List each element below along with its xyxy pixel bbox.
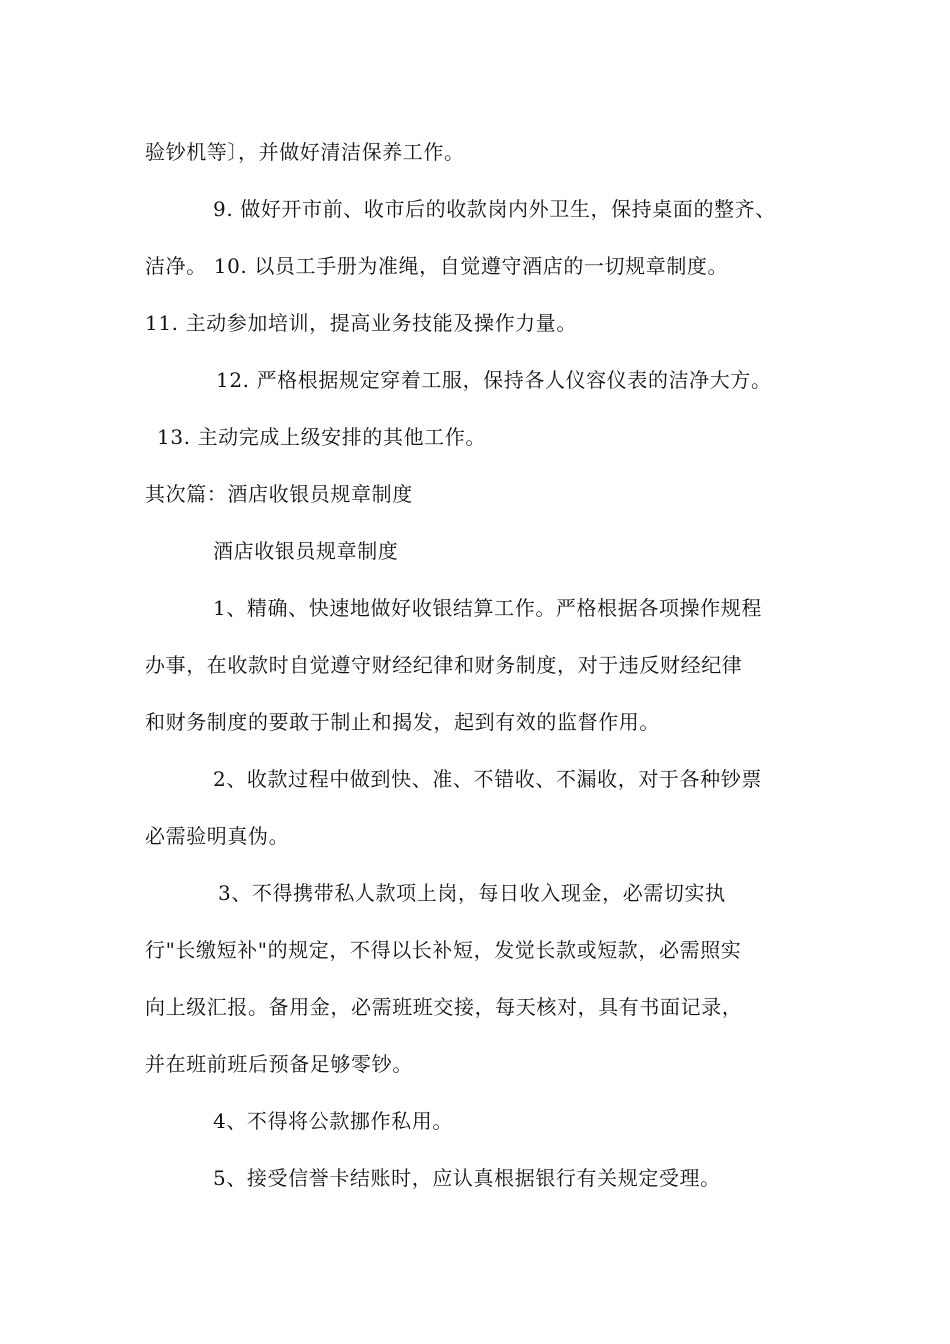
- text-line: 2、收款过程中做到快、准、不错收、不漏收，对于各种钞票: [213, 767, 762, 791]
- text-line: 13. 主动完成上级安排的其他工作。: [157, 425, 486, 449]
- text-line: 向上级汇报。备用金，必需班班交接，每天核对，具有书面记录，: [145, 995, 743, 1019]
- text-line: 并在班前班后预备足够零钞。: [145, 1052, 413, 1076]
- text-line: 12. 严格根据规定穿着工服，保持各人仪容仪表的洁净大方。: [216, 368, 772, 392]
- text-line: 洁净。 10. 以员工手册为准绳，自觉遵守酒店的一切规章制度。: [145, 254, 729, 278]
- text-line: 11. 主动参加培训，提高业务技能及操作力量。: [145, 311, 577, 335]
- text-line: 办事，在收款时自觉遵守财经纪律和财务制度，对于违反财经纪律: [145, 653, 743, 677]
- subsection-title: 酒店收银员规章制度: [213, 539, 399, 563]
- text-line: 必需验明真伪。: [145, 824, 290, 848]
- text-line: 验钞机等〕，并做好清洁保养工作。: [145, 140, 465, 164]
- text-line: 和财务制度的要敢于制止和揭发，起到有效的监督作用。: [145, 710, 660, 734]
- section-heading: 其次篇：酒店收银员规章制度: [145, 482, 413, 506]
- text-line: 1、精确、快速地做好收银结算工作。严格根据各项操作规程: [213, 596, 762, 620]
- text-line: 3、不得携带私人款项上岗，每日收入现金，必需切实执: [218, 881, 726, 905]
- text-line: 5、接受信誉卡结账时，应认真根据银行有关规定受理。: [213, 1166, 721, 1190]
- text-line: 9. 做好开市前、收市后的收款岗内外卫生，保持桌面的整齐、: [213, 197, 776, 221]
- text-line: 行"长缴短补"的规定，不得以长补短，发觉长款或短款，必需照实: [145, 938, 742, 962]
- text-line: 4、不得将公款挪作私用。: [213, 1109, 453, 1133]
